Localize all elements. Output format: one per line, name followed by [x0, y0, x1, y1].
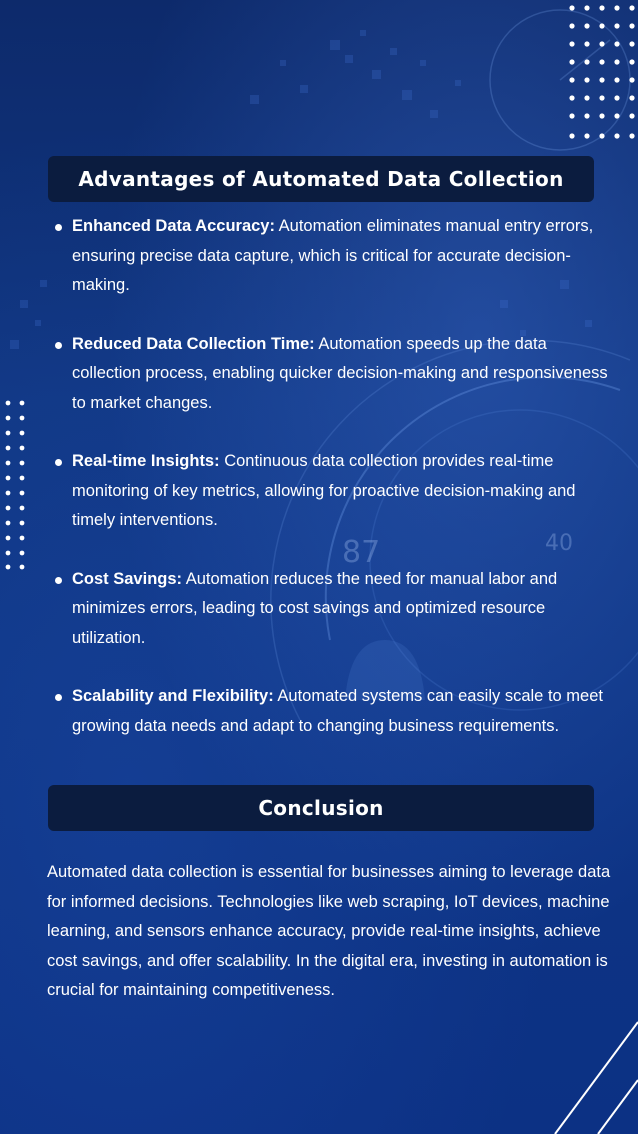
bullet-icon — [55, 459, 62, 466]
list-item — [50, 565, 610, 654]
conclusion-header — [48, 785, 594, 831]
decorative-diagonal-line — [598, 1080, 638, 1134]
advantage-text: Automation eliminates manual entry errors, ensuring precise data capture, which is critical for accurate decision-making. — [72, 217, 594, 294]
advantages-list — [50, 212, 610, 770]
advantages-header — [48, 156, 594, 202]
advantage-term: Cost Savings: — [72, 569, 183, 588]
advantages-title: Advantages of Automated Data Collection — [78, 167, 564, 191]
list-item — [50, 682, 610, 741]
advantage-text: Automation reduces the need for manual labor and minimizes errors, leading to cost savings and optimized resource utilization. — [72, 569, 558, 647]
advantage-text: Continuous data collection provides real-time monitoring of key metrics, allowing for proactive decision-making and timely interventions. — [72, 452, 576, 529]
advantage-term: Scalability and Flexibility: — [72, 687, 274, 705]
list-item — [50, 212, 610, 301]
list-item — [50, 447, 610, 536]
dot-grid-left — [0, 395, 30, 575]
conclusion-paragraph: Automated data collection is essential for businesses aiming to leverage data for informed decisions. Technologies like web scraping, IoT devices, machine learning, and sensors enhance accuracy, provide real-time insights, achieve cost savings, and offer scalability. In the digital era, investing in automation is crucial for maintaining competitiveness. — [47, 863, 611, 999]
advantage-term: Enhanced Data Accuracy: — [72, 217, 275, 235]
bullet-icon — [55, 224, 62, 231]
bullet-icon — [55, 577, 62, 584]
conclusion-title: Conclusion — [258, 796, 384, 820]
background-speed-right: 40 — [545, 531, 573, 556]
decorative-diagonal-line — [555, 1022, 638, 1134]
list-item — [50, 330, 610, 419]
advantage-term: Real-time Insights: — [72, 452, 220, 470]
dot-grid-top-right — [562, 0, 638, 150]
advantage-term: Reduced Data Collection Time: — [72, 334, 315, 353]
advantage-text: Automated systems can easily scale to meet growing data needs and adapt to changing business requirements. — [72, 687, 603, 735]
bullet-icon — [55, 342, 62, 349]
advantage-text: Automation speeds up the data collection process, enabling quicker decision-making and responsiveness to market changes. — [72, 334, 608, 412]
bullet-icon — [55, 694, 62, 701]
background-speed-left: 87 — [342, 535, 381, 570]
